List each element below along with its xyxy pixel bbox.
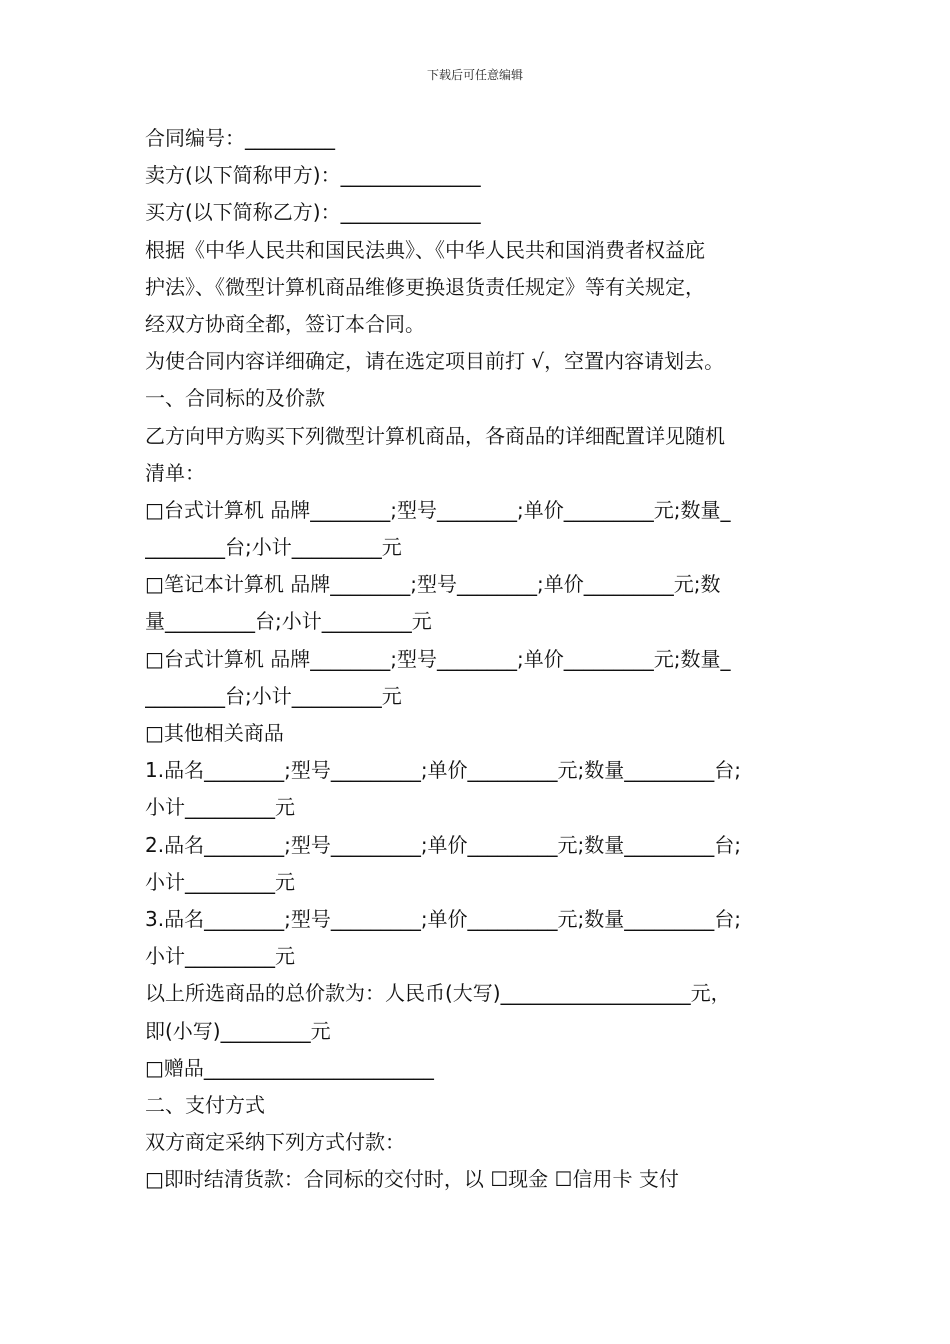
desktop-item-1-line-2: ________台;小计_________元 [145,535,402,560]
laptop-item-line-1: □笔记本计算机 品牌________;型号________;单价_________元;数 [145,572,721,597]
contract-number-line: 合同编号：_________ [145,126,335,150]
payment-intro-line: 双方商定采纳下列方式付款： [145,1130,405,1155]
instruction-line: 为使合同内容详细确定，请在选定项目前打 √，空置内容请划去。 [145,349,725,374]
other-goods-heading: □其他相关商品 [145,721,284,745]
gift-line: □赠品_______________________ [145,1055,434,1080]
intro-paragraph-line-2: 护法》、《微型计算机商品维修更换退货责任规定》等有关规定， [145,274,705,299]
other-item-2-line-1: 2.品名________;型号_________;单价_________元;数量_________台; [145,832,742,857]
other-item-3-line-1: 3.品名________;型号_________;单价_________元;数量_________台; [145,906,742,931]
other-item-2-line-2: 小计_________元 [145,869,295,894]
seller-line: 卖方(以下简称甲方)：______________ [145,163,481,188]
other-item-1-line-1: 1.品名________;型号_________;单价_________元;数量_________台; [145,758,742,783]
page-header-note: 下载后可任意编辑 [426,68,523,82]
immediate-payment-line: □即时结清货款：合同标的交付时，以 ☐现金 ☐信用卡 支付 [145,1167,679,1192]
section-1-heading: 一、合同标的及价款 [145,386,325,411]
desktop-item-2-line-1: □台式计算机 品牌________;型号________;单价_________元;数量_ [145,646,731,671]
laptop-item-line-2: 量_________台;小计_________元 [145,609,432,634]
intro-paragraph-line-1: 根据《中华人民共和国民法典》、《中华人民共和国消费者权益庇 [145,237,705,262]
section-1-intro-line-1: 乙方向甲方购买下列微型计算机商品，各商品的详细配置详见随机 [145,423,725,448]
contract-body [145,120,813,1198]
desktop-item-1-line-1: □台式计算机 品牌________;型号________;单价_________元;数量_ [145,497,731,522]
other-item-3-line-2: 小计_________元 [145,944,295,969]
other-item-1-line-2: 小计_________元 [145,795,295,820]
desktop-item-2-line-2: ________台;小计_________元 [145,683,402,708]
section-2-heading: 二、支付方式 [145,1092,265,1117]
intro-paragraph-line-3: 经双方协商全都，签订本合同。 [145,311,425,336]
total-price-line-2: 即(小写)_________元 [145,1018,331,1043]
section-1-intro-line-2: 清单： [145,460,205,485]
total-price-line-1: 以上所选商品的总价款为：人民币(大写)___________________元， [145,981,731,1006]
buyer-line: 买方(以下简称乙方)：______________ [145,200,481,225]
